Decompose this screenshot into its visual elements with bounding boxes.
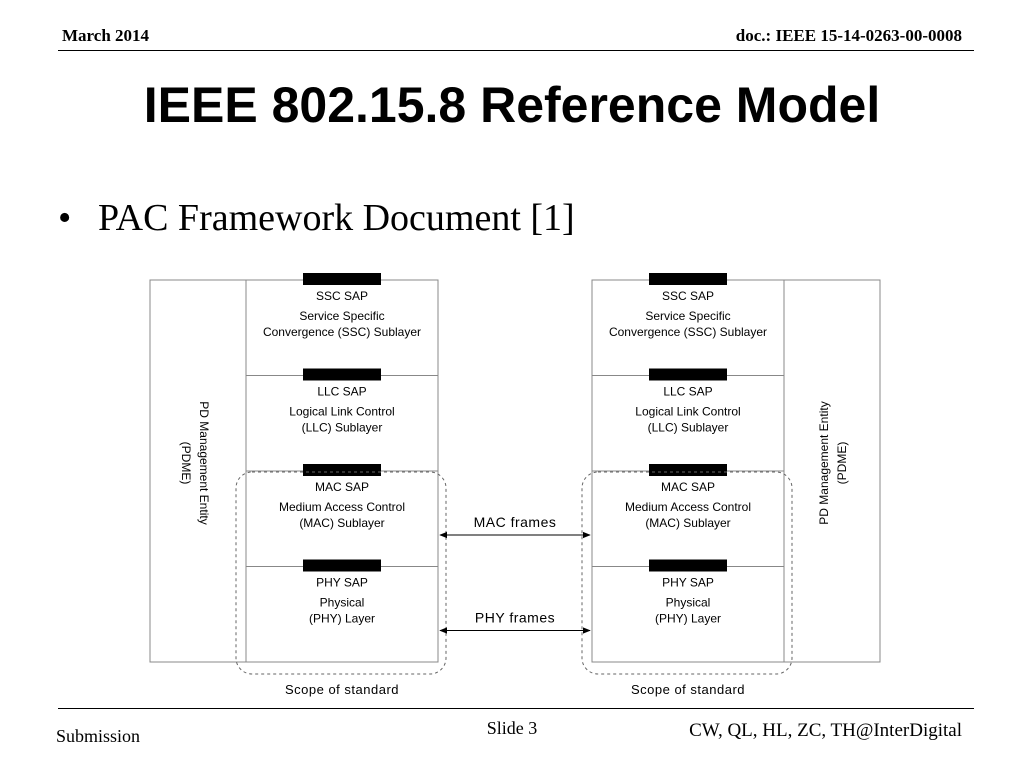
sap-label: LLC SAP: [317, 384, 367, 399]
layer-name: Physical: [319, 595, 365, 610]
slide-title: IEEE 802.15.8 Reference Model: [143, 77, 881, 133]
layer-name: (PHY) Layer: [308, 611, 376, 626]
layer-name: (PHY) Layer: [654, 611, 722, 626]
layer-name: Medium Access Control: [278, 500, 406, 514]
sap-bar: [649, 464, 727, 476]
footer-submission: Submission: [56, 726, 141, 746]
sap-bar: [649, 273, 727, 285]
footer-slide-number: Slide 3: [486, 718, 538, 738]
layer-name: Logical Link Control: [635, 404, 741, 419]
layer-name: Medium Access Control: [624, 500, 752, 514]
sap-bar: [649, 369, 727, 381]
sap-bar: [303, 464, 381, 476]
layer-name: Convergence (SSC) Sublayer: [608, 325, 768, 339]
sap-label: SSC SAP: [661, 289, 715, 303]
sap-bar: [303, 560, 381, 572]
frame-label: PHY frames: [474, 609, 556, 626]
layer-name: (MAC) Sublayer: [299, 516, 385, 530]
footer-rule: [58, 708, 974, 709]
layer-name: Physical: [665, 595, 711, 610]
sap-label: SSC SAP: [315, 289, 369, 303]
sap-label: PHY SAP: [316, 575, 368, 590]
sap-bar: [649, 560, 727, 572]
footer-authors: CW, QL, HL, ZC, TH@InterDigital: [689, 720, 962, 741]
sap-label: LLC SAP: [663, 384, 713, 399]
frame-label: MAC frames: [473, 514, 557, 530]
scope-label: Scope of standard: [284, 682, 400, 697]
layer-name: Logical Link Control: [289, 404, 395, 419]
sap-label: PHY SAP: [662, 575, 714, 590]
layer-name: Convergence (SSC) Sublayer: [262, 325, 422, 339]
layer-name: Service Specific: [645, 309, 731, 323]
sap-label: MAC SAP: [660, 480, 716, 494]
header-date: March 2014: [62, 26, 150, 45]
header-doc-id: doc.: IEEE 15-14-0263-00-0008: [735, 26, 962, 45]
pdme-box: [784, 280, 880, 662]
layer-name: (MAC) Sublayer: [645, 516, 731, 530]
pdme-label: (PDME): [178, 441, 193, 485]
sap-label: MAC SAP: [314, 480, 370, 494]
pdme-label: PD Management Entity: [817, 401, 832, 525]
layer-name: Service Specific: [299, 309, 385, 323]
pdme-label: PD Management Entity: [196, 401, 211, 525]
pdme-label: (PDME): [835, 441, 850, 485]
layer-name: (LLC) Sublayer: [647, 420, 729, 435]
layer-name: (LLC) Sublayer: [301, 420, 383, 435]
bullet-text: PAC Framework Document [1]: [98, 197, 575, 239]
scope-label: Scope of standard: [630, 682, 746, 697]
sap-bar: [303, 273, 381, 285]
bullet-marker: •: [58, 197, 72, 239]
sap-bar: [303, 369, 381, 381]
